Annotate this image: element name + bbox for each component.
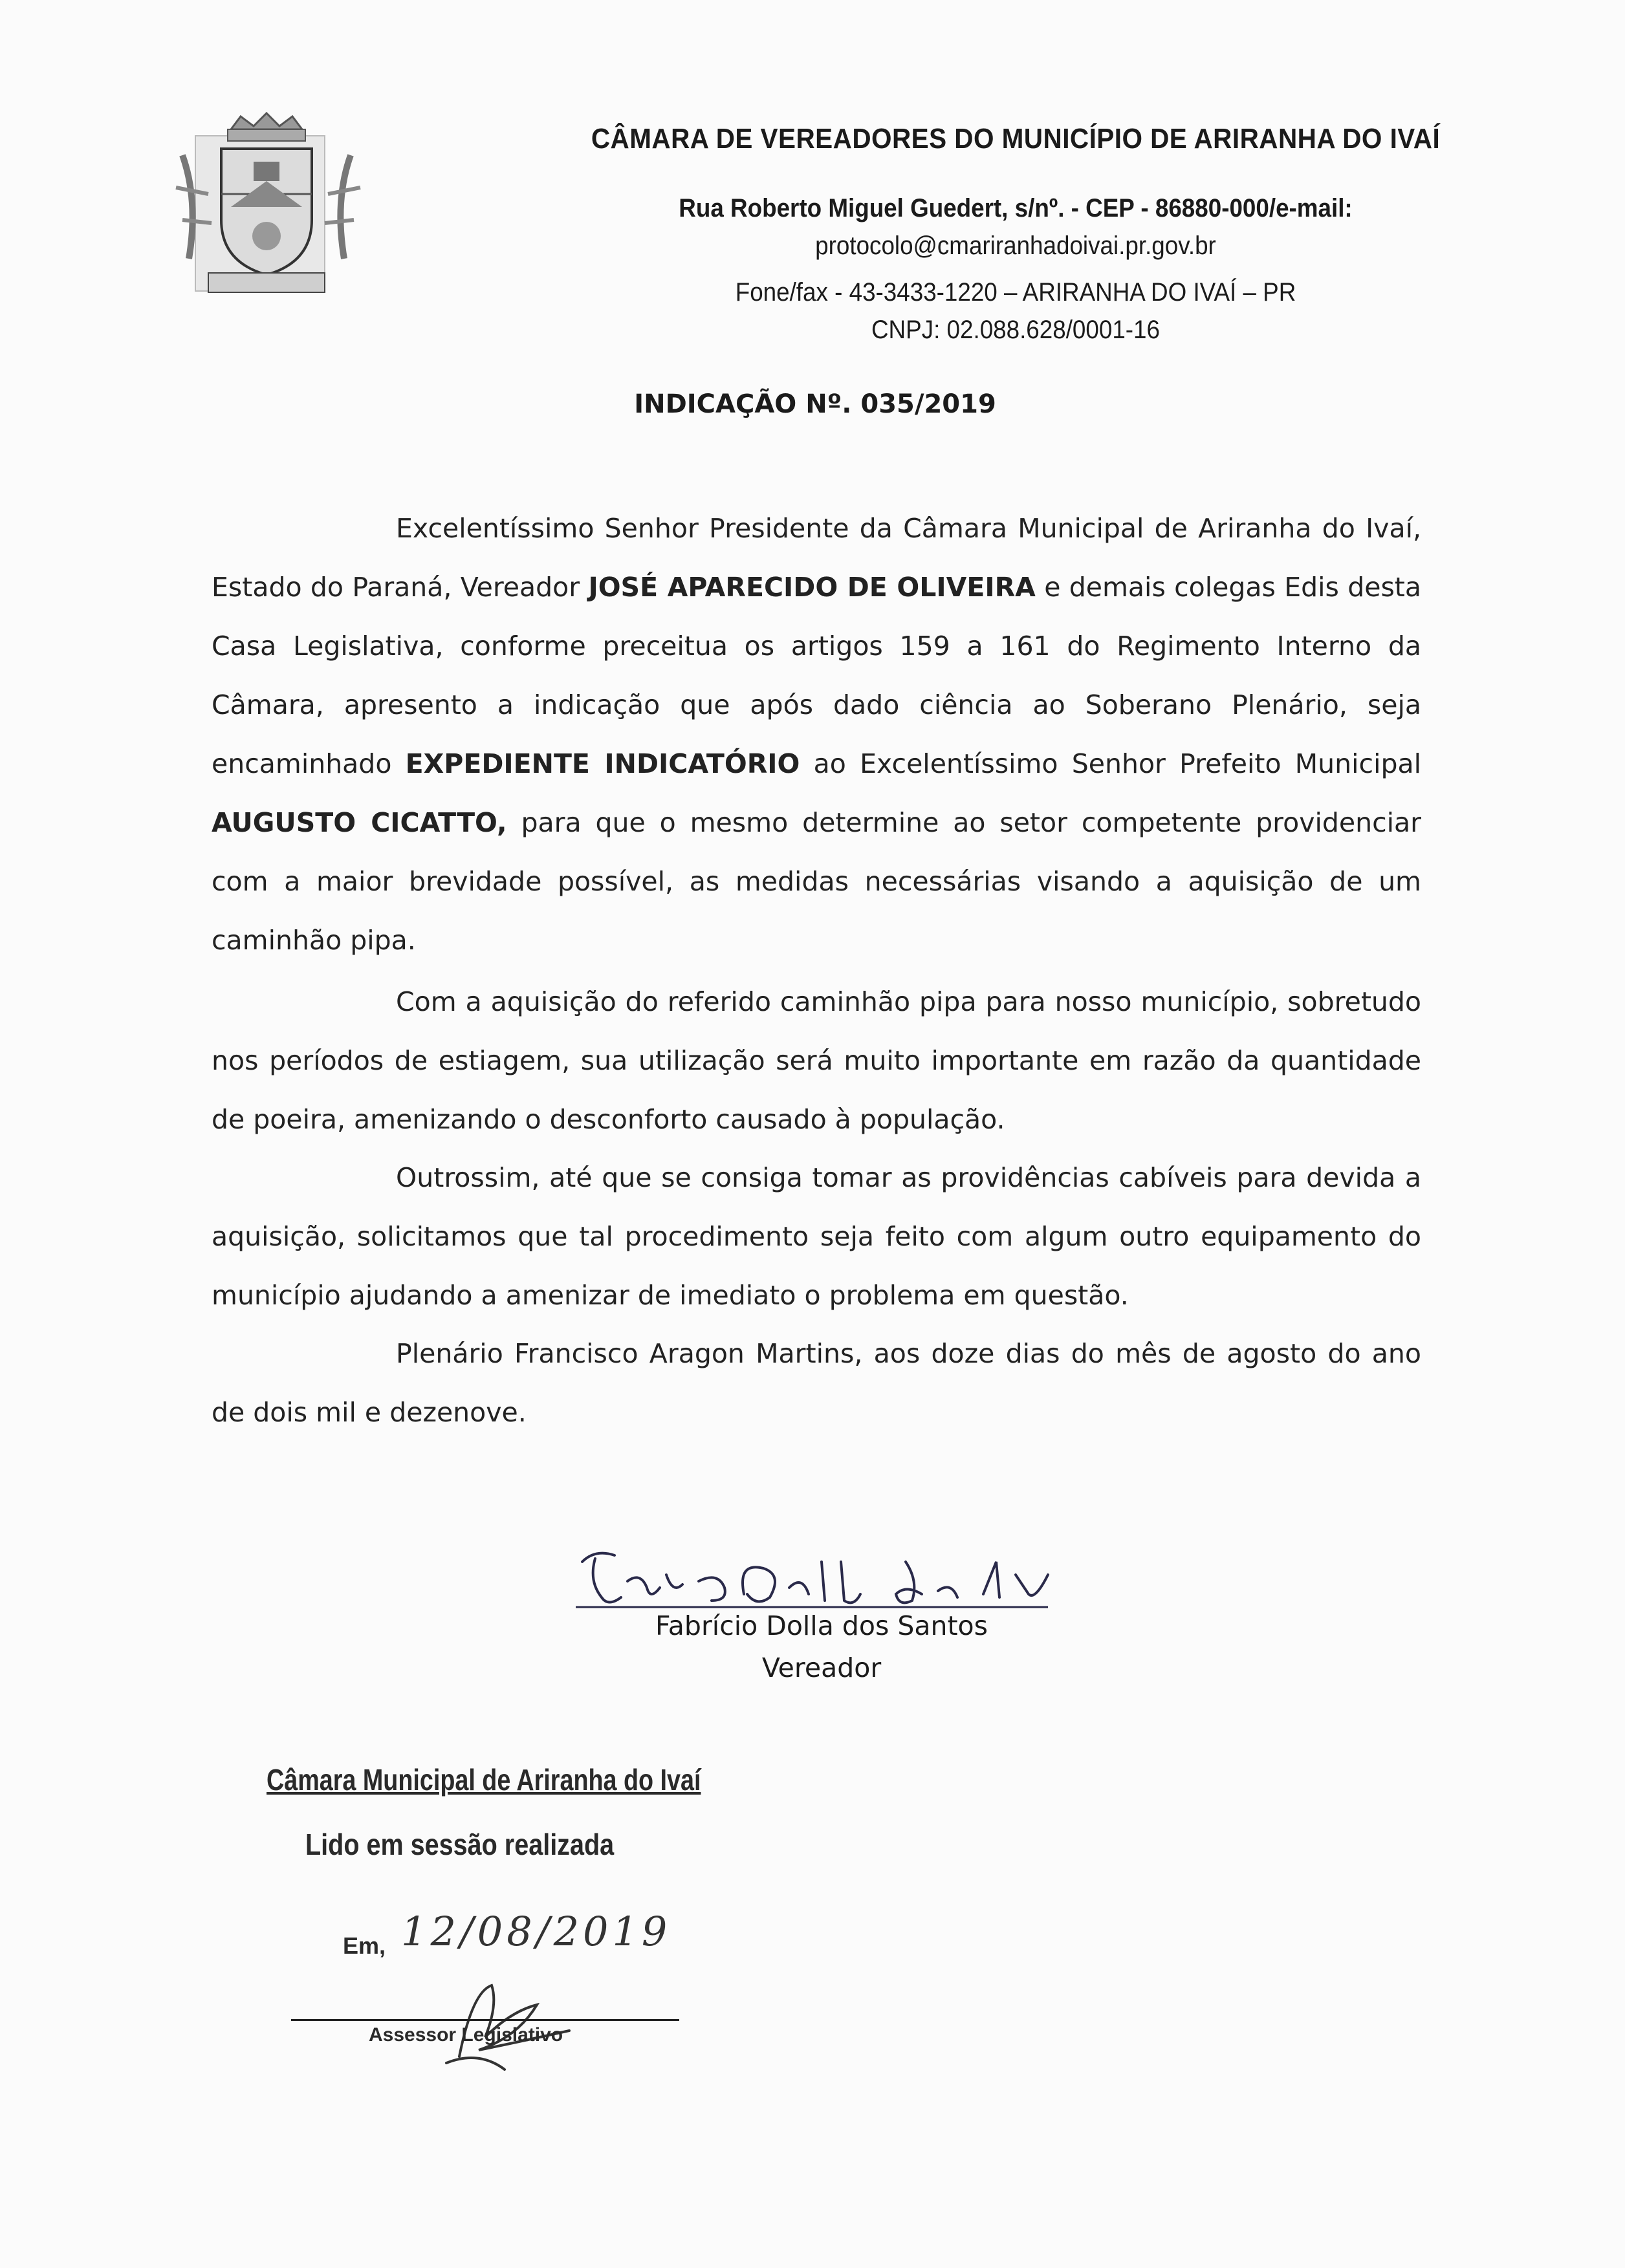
handwritten-signature [569, 1536, 1054, 1620]
paragraph-4: Plenário Francisco Aragon Martins, aos doze dias do mês de agosto do ano de dois mil e dezenove. [212, 1338, 1421, 1428]
document-title: INDICAÇÃO Nº. 035/2019 [634, 389, 996, 419]
municipal-crest-icon [169, 110, 364, 310]
stamp-session-text: Lido em sessão realizada [305, 1828, 615, 1861]
chamber-address: Rua Roberto Miguel Guedert, s/nº. - CEP - 86880-000/e-mail: [679, 194, 1353, 222]
stamp-date: 12/08/2019 [401, 1908, 671, 1955]
signatory-role: Vereador [761, 1652, 882, 1683]
stamp-role: Assessor Legislativo [369, 2024, 563, 2046]
paragraph-1 [212, 499, 1421, 970]
p1-text-2: e demais colegas Edis desta Casa Legislativa, conforme preceitua os artigos 159 a 161 do Regimento Interno da Câmara, apresento a indicação que após dado ciência ao Soberano Plenário, seja encaminhado [212, 572, 1422, 779]
stamp-em-label: Em, [343, 1932, 386, 1959]
chamber-email: protocolo@cmariranhadoivai.pr.gov.br [815, 232, 1216, 260]
signatory-name: Fabrício Dolla dos Santos [655, 1610, 988, 1641]
p1-text-4: para que o mesmo determine ao setor competente providenciar com a maior brevidade possível, as medidas necessárias visando a aquisição de um caminhão pipa. [212, 807, 1421, 956]
stamp-chamber-name: Câmara Municipal de Ariranha do Ivaí [267, 1763, 701, 1797]
p1-bold-prefeito: AUGUSTO CICATTO, [212, 807, 507, 838]
paragraph-2: Com a aquisição do referido caminhão pipa para nosso município, sobretudo nos períodos de estiagem, sua utilização será muito importante em razão da quantidade de poeira, amenizando o desconforto causado à população. [212, 986, 1421, 1135]
p1-bold-vereador: JOSÉ APARECIDO DE OLIVEIRA [588, 572, 1036, 603]
stamp-signature-line [291, 2019, 679, 2021]
chamber-phone: Fone/fax - 43-3433-1220 – ARIRANHA DO IVAÍ – PR [735, 278, 1296, 307]
p1-text-3: ao Excelentíssimo Senhor Prefeito Municipal [800, 748, 1422, 779]
stamp-initials-signature [420, 1966, 589, 2076]
p1-bold-expediente: EXPEDIENTE INDICATÓRIO [405, 748, 800, 779]
paragraph-3: Outrossim, até que se consiga tomar as providências cabíveis para devida a aquisição, solicitamos que tal procedimento seja feito com algum outro equipamento do município ajudando a amenizar de imediato o problema em questão. [212, 1162, 1421, 1311]
p1-text-1: Excelentíssimo Senhor Presidente da Câmara Municipal de Ariranha do Ivaí, Estado do Paraná, Vereador [212, 513, 1421, 603]
chamber-cnpj: CNPJ: 02.088.628/0001-16 [871, 316, 1160, 344]
chamber-title: CÂMARA DE VEREADORES DO MUNICÍPIO DE ARIRANHA DO IVAÍ [591, 123, 1441, 155]
